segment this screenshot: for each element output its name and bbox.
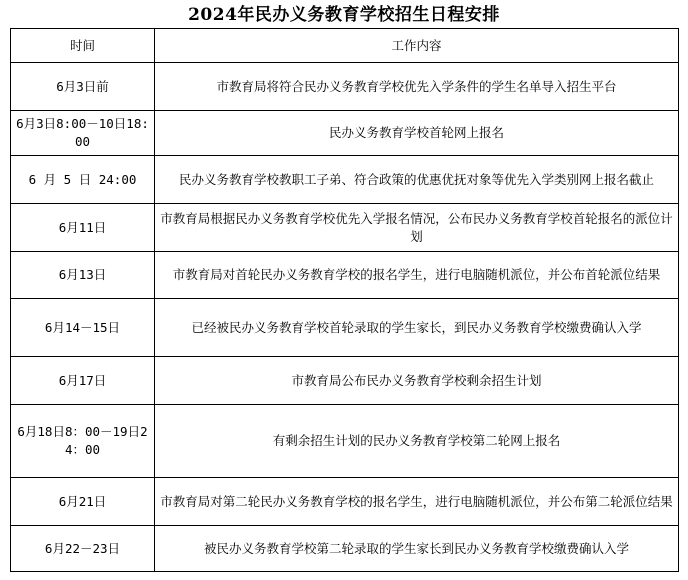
table-row bbox=[11, 357, 679, 405]
row-content: 民办义务教育学校首轮网上报名 bbox=[155, 111, 679, 156]
table-row bbox=[11, 478, 679, 526]
page-title: 2024年民办义务教育学校招生日程安排 bbox=[188, 5, 500, 25]
row-content: 市教育局公布民办义务教育学校剩余招生计划 bbox=[155, 357, 679, 405]
row-content: 已经被民办义务教育学校首轮录取的学生家长，到民办义务教育学校缴费确认入学 bbox=[155, 299, 679, 357]
table-row bbox=[11, 63, 679, 111]
table-row bbox=[11, 405, 679, 478]
row-time: 6月22－23日 bbox=[11, 526, 155, 572]
table-row bbox=[11, 111, 679, 156]
row-time: 6 月 5 日 24:00 bbox=[11, 156, 155, 204]
row-time: 6月21日 bbox=[11, 478, 155, 526]
row-content: 市教育局对第二轮民办义务教育学校的报名学生，进行电脑随机派位，并公布第二轮派位结果 bbox=[155, 478, 679, 526]
table-row bbox=[11, 299, 679, 357]
row-content: 市教育局将符合民办义务教育学校优先入学条件的学生名单导入招生平台 bbox=[155, 63, 679, 111]
table-row bbox=[11, 252, 679, 299]
row-content: 民办义务教育学校教职工子弟、符合政策的优惠优抚对象等优先入学类别网上报名截止 bbox=[155, 156, 679, 204]
row-time: 6月11日 bbox=[11, 204, 155, 252]
row-time: 6月3日前 bbox=[11, 63, 155, 111]
table-header-row bbox=[11, 29, 679, 63]
row-time: 6月3日8:00－10日18:00 bbox=[11, 111, 155, 156]
table-row bbox=[11, 156, 679, 204]
row-time: 6月14－15日 bbox=[11, 299, 155, 357]
column-header-time: 时间 bbox=[11, 29, 155, 63]
table-row bbox=[11, 526, 679, 572]
row-content: 市教育局对首轮民办义务教育学校的报名学生，进行电脑随机派位，并公布首轮派位结果 bbox=[155, 252, 679, 299]
row-time: 6月13日 bbox=[11, 252, 155, 299]
table-row bbox=[11, 204, 679, 252]
column-header-content: 工作内容 bbox=[155, 29, 679, 63]
row-content: 市教育局根据民办义务教育学校优先入学报名情况，公布民办义务教育学校首轮报名的派位计划 bbox=[155, 204, 679, 252]
row-time: 6月17日 bbox=[11, 357, 155, 405]
row-time: 6月18日8：00－19日24：00 bbox=[11, 405, 155, 478]
row-content: 被民办义务教育学校第二轮录取的学生家长到民办义务教育学校缴费确认入学 bbox=[155, 526, 679, 572]
schedule-table bbox=[10, 28, 679, 572]
row-content: 有剩余招生计划的民办义务教育学校第二轮网上报名 bbox=[155, 405, 679, 478]
